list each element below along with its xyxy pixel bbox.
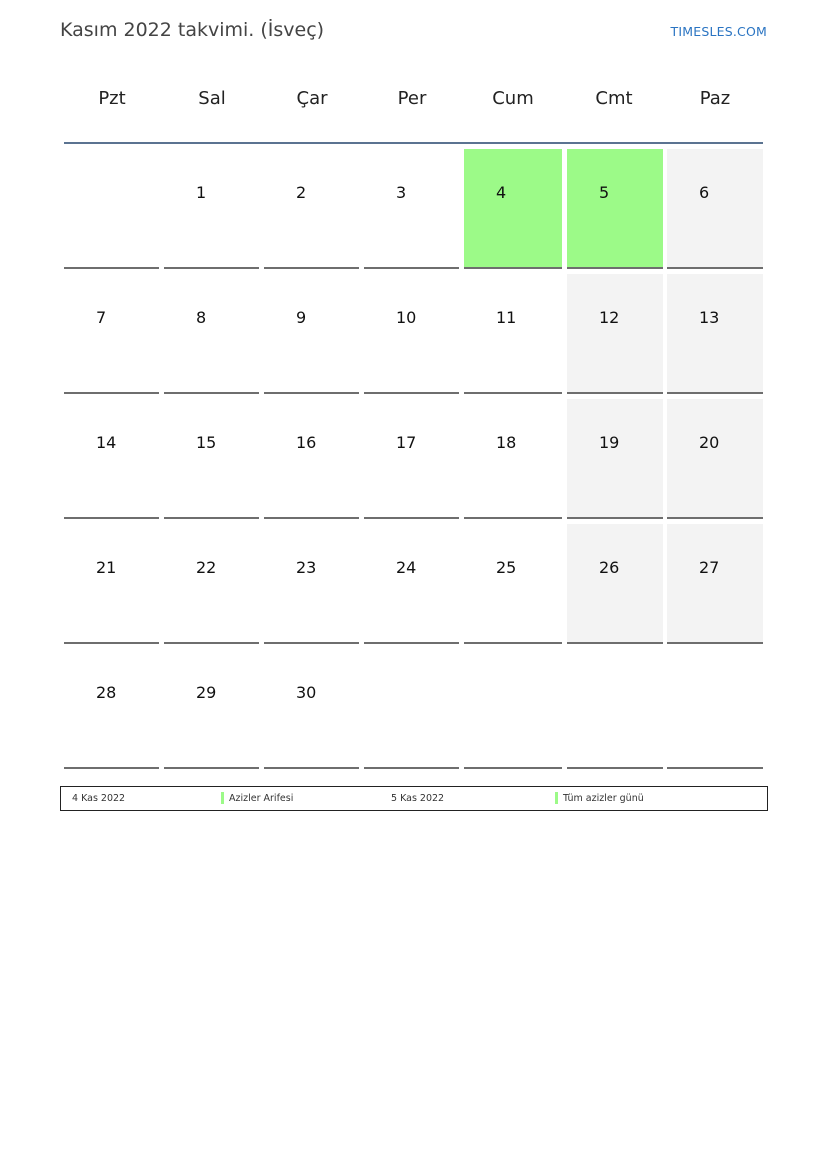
day-cell — [164, 524, 259, 644]
day-number: 5 — [599, 183, 610, 202]
day-number: 13 — [699, 308, 720, 327]
day-number: 2 — [296, 183, 307, 202]
day-cell — [364, 274, 459, 394]
day-number: 4 — [496, 183, 507, 202]
day-number: 16 — [296, 433, 317, 452]
day-cell — [64, 399, 159, 519]
legend-holiday-name: Azizler Arifesi — [229, 793, 294, 804]
day-cell — [164, 274, 259, 394]
day-cell — [464, 149, 562, 269]
weekday-sat: Cmt — [595, 88, 633, 109]
day-cell — [567, 399, 663, 519]
day-cell — [567, 524, 663, 644]
legend-date: 4 Kas 2022 — [72, 793, 126, 804]
day-cell — [464, 649, 562, 769]
legend-date: 5 Kas 2022 — [391, 793, 445, 804]
day-number: 3 — [396, 183, 407, 202]
day-cell — [364, 649, 459, 769]
brand-link[interactable]: TIMESLES.COM — [670, 24, 767, 39]
header-divider — [64, 142, 763, 144]
day-number: 19 — [599, 433, 620, 452]
day-number: 15 — [196, 433, 217, 452]
page-title: Kasım 2022 takvimi. (İsveç) — [60, 19, 325, 41]
weekday-thu: Per — [397, 88, 427, 109]
day-number: 9 — [296, 308, 307, 327]
day-cell — [567, 149, 663, 269]
day-cell — [667, 399, 763, 519]
day-number: 25 — [496, 558, 517, 577]
legend-holiday-name: Tüm azizler günü — [563, 793, 644, 804]
day-cell — [667, 149, 763, 269]
day-cell — [64, 524, 159, 644]
legend-color-marker — [555, 792, 558, 804]
day-cell — [464, 399, 562, 519]
day-number: 18 — [496, 433, 517, 452]
day-number: 27 — [699, 558, 720, 577]
calendar-grid — [64, 149, 763, 770]
day-number: 21 — [96, 558, 117, 577]
day-cell — [667, 274, 763, 394]
day-cell — [64, 149, 159, 269]
day-cell — [567, 649, 663, 769]
day-number: 10 — [396, 308, 417, 327]
day-cell — [264, 524, 359, 644]
day-number: 26 — [599, 558, 620, 577]
day-cell — [464, 524, 562, 644]
day-cell — [264, 149, 359, 269]
day-number: 22 — [196, 558, 217, 577]
day-cell — [667, 649, 763, 769]
day-cell — [264, 399, 359, 519]
day-cell — [364, 399, 459, 519]
day-cell — [264, 274, 359, 394]
day-cell — [164, 149, 259, 269]
day-cell — [64, 274, 159, 394]
day-number: 24 — [396, 558, 417, 577]
day-number: 8 — [196, 308, 207, 327]
day-cell — [667, 524, 763, 644]
day-number: 6 — [699, 183, 710, 202]
day-number: 14 — [96, 433, 117, 452]
weekday-sun: Paz — [699, 88, 731, 109]
legend-color-marker — [221, 792, 224, 804]
day-cell — [164, 649, 259, 769]
day-number: 7 — [96, 308, 107, 327]
day-number: 20 — [699, 433, 720, 452]
day-number: 29 — [196, 683, 217, 702]
day-cell — [464, 274, 562, 394]
weekday-mon: Pzt — [98, 88, 126, 109]
day-cell — [364, 149, 459, 269]
weekday-wed: Çar — [296, 88, 328, 109]
day-cell — [567, 274, 663, 394]
day-number: 12 — [599, 308, 620, 327]
day-number: 17 — [396, 433, 417, 452]
day-number: 28 — [96, 683, 117, 702]
day-cell — [64, 649, 159, 769]
weekday-fri: Cum — [492, 88, 534, 109]
day-cell — [264, 649, 359, 769]
day-cell — [364, 524, 459, 644]
day-number: 11 — [496, 308, 517, 327]
day-number: 23 — [296, 558, 317, 577]
holiday-legend — [60, 786, 768, 811]
weekday-tue: Sal — [198, 88, 226, 109]
day-cell — [164, 399, 259, 519]
day-number: 30 — [296, 683, 317, 702]
day-number: 1 — [196, 183, 207, 202]
weekday-header — [64, 88, 763, 120]
